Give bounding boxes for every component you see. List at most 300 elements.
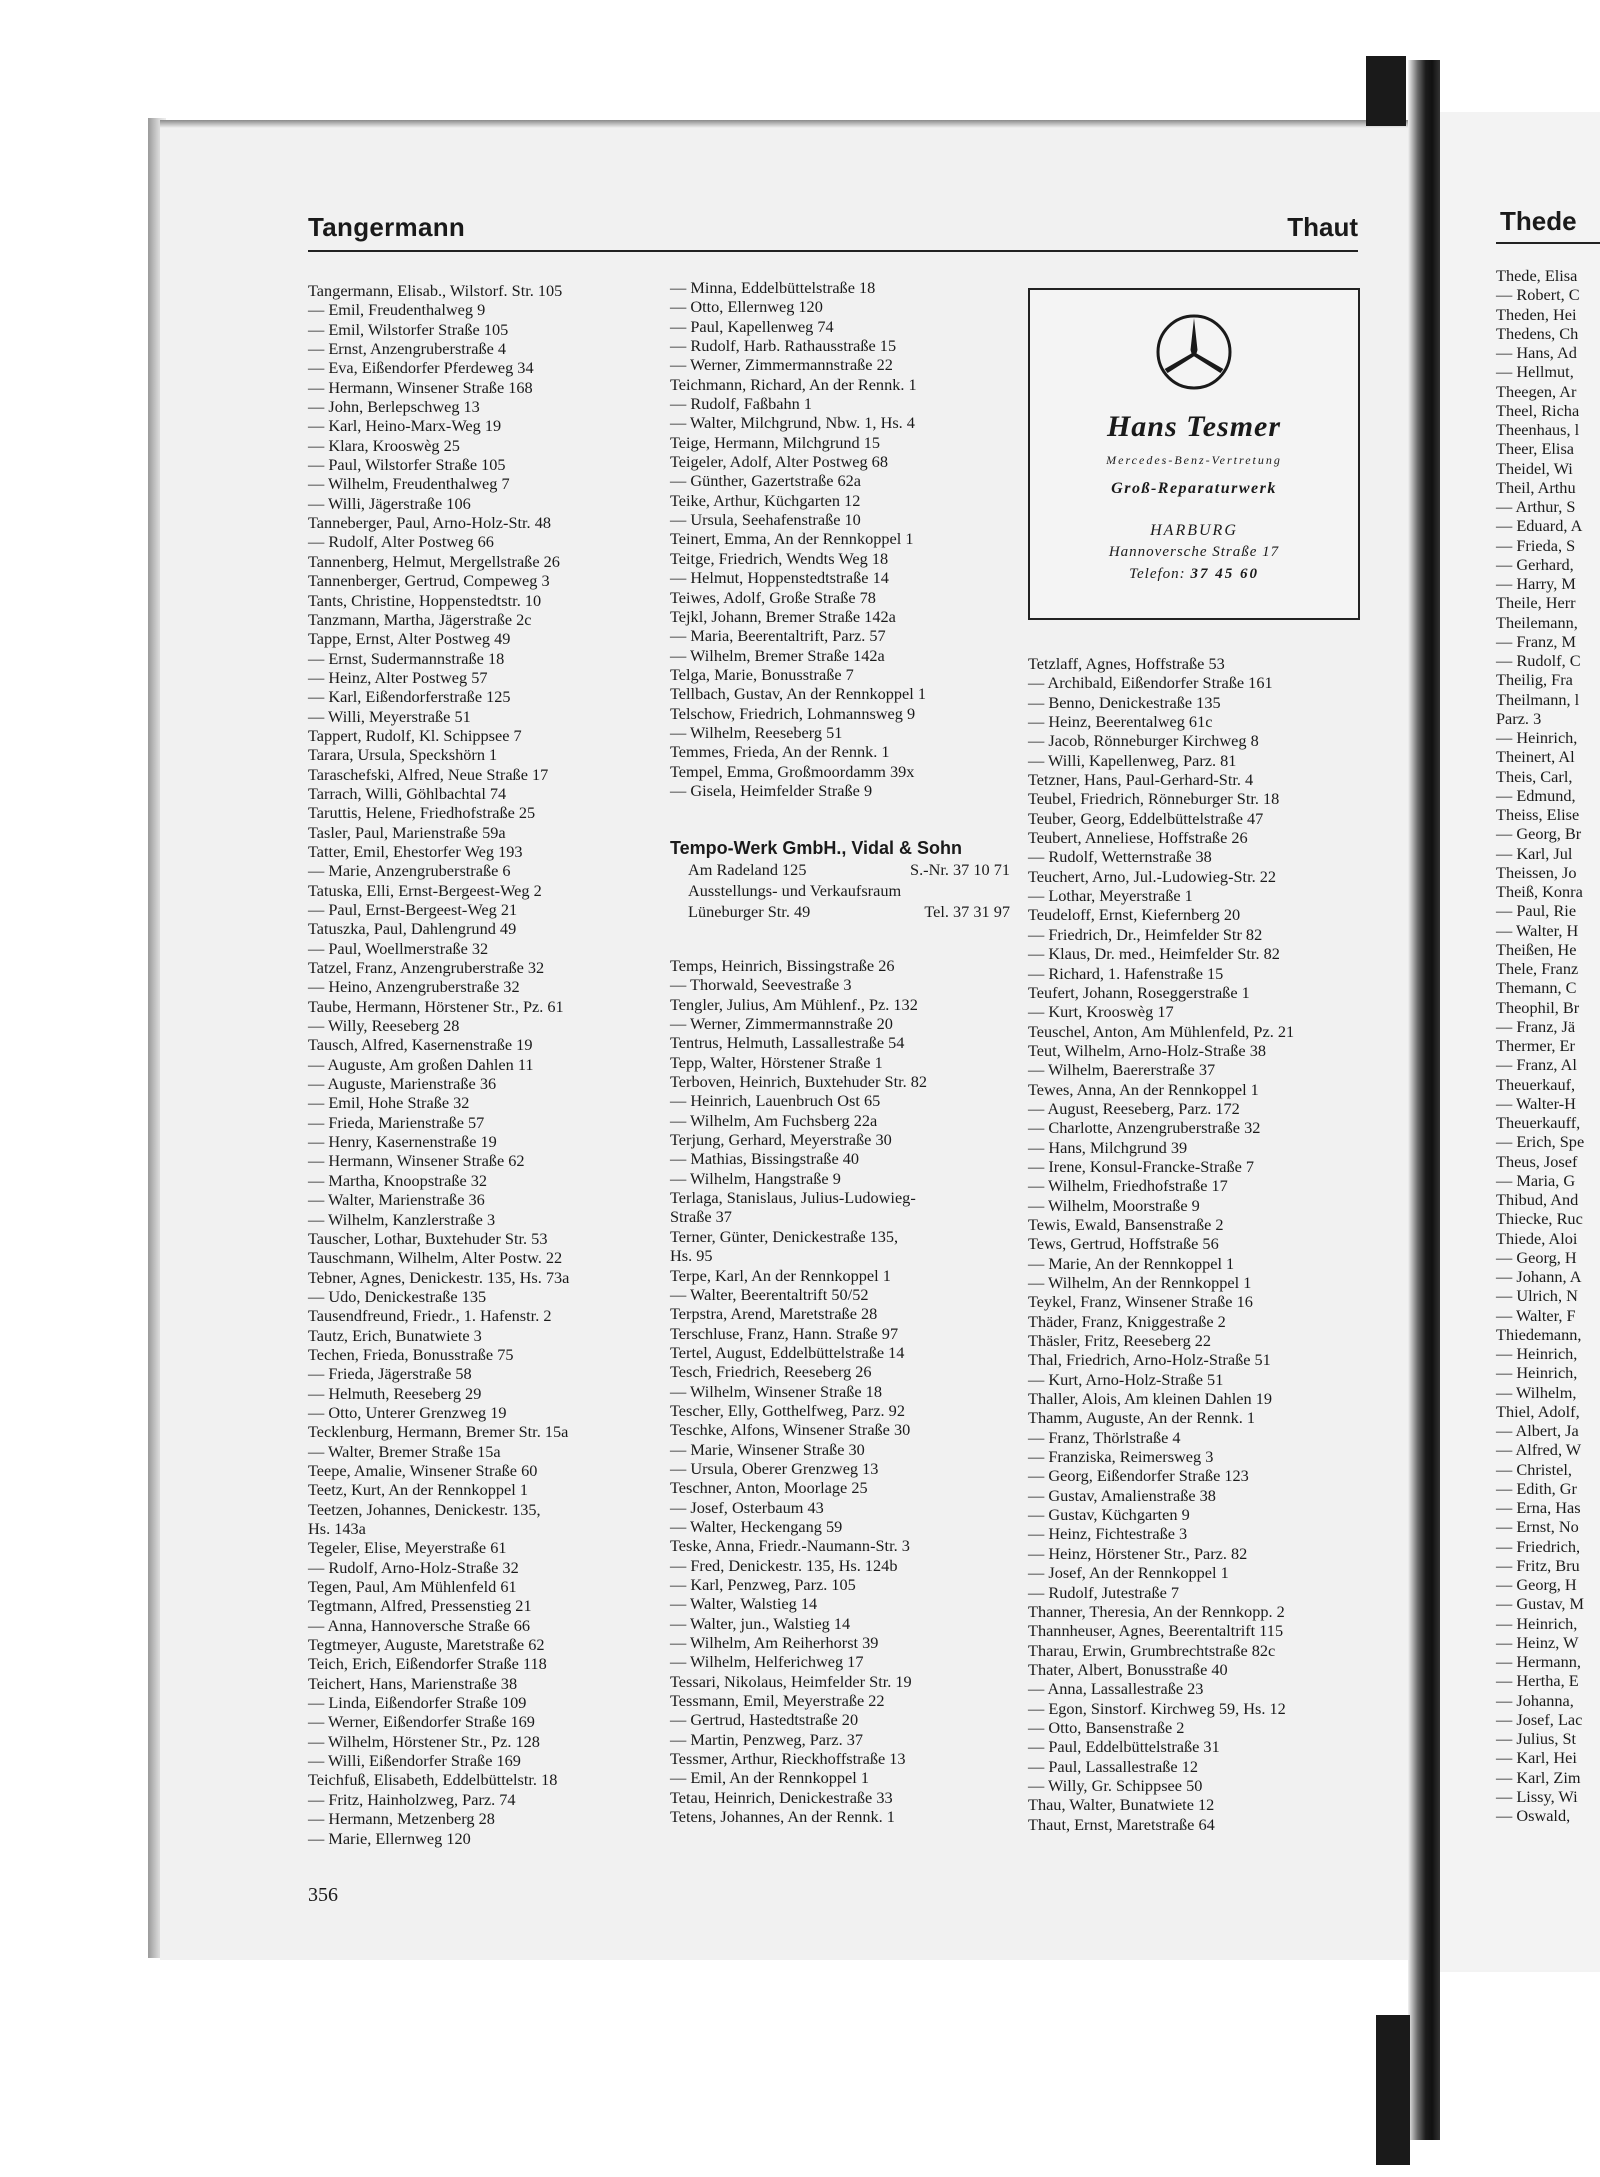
- directory-entry: — Heinrich, Lauenbruch Ost 65: [670, 1091, 881, 1111]
- directory-entry: — Rudolf, Harb. Rathausstraße 15: [670, 336, 897, 356]
- directory-entry: — Ernst, No: [1496, 1517, 1579, 1537]
- directory-entry: — Franz, M: [1496, 631, 1577, 651]
- header-rule-next-page: [1496, 242, 1600, 244]
- directory-entry: Tecklenburg, Hermann, Bremer Str. 15a: [308, 1422, 569, 1442]
- directory-entry: — Franz, Al: [1496, 1055, 1577, 1075]
- directory-entry: — Hellmut,: [1496, 362, 1574, 382]
- directory-entry: — Frieda, S: [1496, 535, 1576, 555]
- page-number: 356: [308, 1884, 338, 1906]
- directory-entry: Teufert, Johann, Roseggerstraße 1: [1028, 982, 1250, 1002]
- directory-entry: Theil, Arthu: [1496, 477, 1576, 497]
- directory-entry: — Hans, Milchgrund 39: [1028, 1137, 1188, 1157]
- directory-entry: Teichmann, Richard, An der Rennk. 1: [670, 374, 917, 394]
- directory-entry: — Rudolf, Jutestraße 7: [1028, 1582, 1180, 1602]
- directory-entry: — Jacob, Rönneburger Kirchweg 8: [1028, 731, 1259, 751]
- running-head-next-page: Thede: [1500, 206, 1577, 236]
- directory-entry: Thanner, Theresia, An der Rennkopp. 2: [1028, 1601, 1285, 1621]
- directory-entry: — Wilhelm, Bremer Straße 142a: [670, 645, 885, 665]
- directory-entry: — Heinrich,: [1496, 1344, 1578, 1363]
- directory-entry: — Karl, Eißendorferstraße 125: [308, 687, 511, 707]
- directory-entry: Telga, Marie, Bonusstraße 7: [670, 664, 854, 684]
- directory-entry: Theinert, Al: [1496, 747, 1575, 767]
- directory-entry: — Archibald, Eißendorfer Straße 161: [1028, 673, 1273, 693]
- directory-entry: — Heinz, W: [1496, 1632, 1579, 1652]
- directory-entry: — Auguste, Am großen Dahlen 11: [308, 1054, 534, 1074]
- directory-entry: Theus, Josef: [1496, 1151, 1578, 1171]
- directory-entry: Thermer, Er: [1496, 1036, 1575, 1055]
- directory-entry: Tewis, Ewald, Bansenstraße 2: [1028, 1214, 1224, 1234]
- directory-entry: Terpstra, Arend, Maretstraße 28: [670, 1304, 878, 1324]
- directory-entry: Thater, Albert, Bonusstraße 40: [1028, 1659, 1228, 1679]
- directory-entry: — Kurt, Krooswèg 17: [1028, 1002, 1174, 1022]
- directory-entry: — Klara, Krooswèg 25: [308, 435, 460, 455]
- directory-entry: — Hermann, Metzenberg 28: [308, 1809, 495, 1829]
- directory-entry: — Johanna,: [1496, 1690, 1574, 1710]
- directory-entry: Tessari, Nikolaus, Heimfelder Str. 19: [670, 1671, 912, 1691]
- directory-entry: — Walter, H: [1496, 920, 1579, 940]
- directory-entry: Tannenberg, Helmut, Mergellstraße 26: [308, 551, 560, 571]
- directory-entry: — Ursula, Oberer Grenzweg 13: [670, 1458, 879, 1478]
- directory-entry: — Irene, Konsul-Francke-Straße 7: [1028, 1156, 1255, 1176]
- directory-entry: — Egon, Sinstorf. Kirchweg 59, Hs. 12: [1028, 1698, 1286, 1718]
- directory-entry: Tappert, Rudolf, Kl. Schippsee 7: [308, 725, 522, 745]
- directory-entry: — Ernst, Sudermannstraße 18: [308, 648, 505, 668]
- ad-brand-name: Hans Tesmer: [1106, 410, 1282, 443]
- directory-entry: Theiß, Konra: [1496, 882, 1583, 901]
- directory-entry: — Wilhelm, Helferichweg 17: [670, 1652, 864, 1672]
- directory-entry: — Otto, Ellernweg 120: [670, 297, 823, 317]
- directory-entry: — Hertha, E: [1496, 1671, 1579, 1691]
- directory-entry: — Heinz, Alter Postweg 57: [308, 667, 488, 687]
- directory-entry: Teetz, Kurt, An der Rennkoppel 1: [308, 1480, 528, 1500]
- directory-entry: Tetens, Johannes, An der Rennk. 1: [670, 1807, 895, 1827]
- directory-entry: — Georg, Br: [1496, 824, 1582, 844]
- directory-entry: — Heinrich,: [1496, 728, 1578, 747]
- directory-entry: Tetzner, Hans, Paul-Gerhard-Str. 4: [1028, 770, 1254, 790]
- directory-entry: — Günther, Gazertstraße 62a: [670, 471, 862, 491]
- directory-entry: — Wilhelm, Moorstraße 9: [1028, 1195, 1200, 1215]
- directory-entry: Theissen, Jo: [1496, 862, 1577, 882]
- directory-entry: Tatuszka, Paul, Dahlengrund 49: [308, 919, 517, 939]
- directory-entry: Thäder, Franz, Kniggestraße 2: [1028, 1311, 1226, 1331]
- directory-entry: — Paul, Kapellenweg 74: [670, 316, 834, 336]
- directory-entry: Thiel, Adolf,: [1496, 1401, 1580, 1421]
- directory-entry: — Klaus, Dr. med., Heimfelder Str. 82: [1028, 944, 1280, 964]
- directory-entry: — Willy, Gr. Schippsee 50: [1028, 1775, 1203, 1795]
- directory-entry: Tauschmann, Wilhelm, Alter Postw. 22: [308, 1248, 563, 1268]
- directory-entry: — Paul, Woellmerstraße 32: [308, 938, 489, 958]
- directory-entry: Tellbach, Gustav, An der Rennkoppel 1: [670, 684, 926, 704]
- directory-entry: — Ursula, Seehafenstraße 10: [670, 510, 861, 530]
- directory-entry: — Emil, Hohe Straße 32: [308, 1093, 470, 1113]
- directory-entry: Teut, Wilhelm, Arno-Holz-Straße 38: [1028, 1040, 1267, 1060]
- directory-entry: — Edith, Gr: [1496, 1478, 1577, 1498]
- directory-entry: Tetzlaff, Agnes, Hoffstraße 53: [1028, 654, 1225, 673]
- directory-entry: Thau, Walter, Bunatwiete 12: [1028, 1795, 1215, 1815]
- directory-entry: Tebner, Agnes, Denickestr. 135, Hs. 73a: [308, 1267, 570, 1287]
- directory-entry: Tharau, Erwin, Grumbrechtstraße 82c: [1028, 1640, 1276, 1660]
- directory-entry: Teigeler, Adolf, Alter Postweg 68: [670, 452, 888, 472]
- directory-entry: — Georg, H: [1496, 1575, 1577, 1594]
- directory-entry: Theiss, Elise: [1496, 805, 1580, 824]
- directory-entry: Tesch, Friedrich, Reeseberg 26: [670, 1362, 872, 1382]
- directory-entry: — John, Berlepschweg 13: [308, 397, 480, 417]
- directory-entry: Terpe, Karl, An der Rennkoppel 1: [670, 1265, 891, 1285]
- directory-entry: Teinert, Emma, An der Rennkoppel 1: [670, 529, 914, 549]
- directory-entry: Tasler, Paul, Marienstraße 59a: [308, 822, 506, 842]
- directory-entry: Tatzel, Franz, Anzengruberstraße 32: [308, 958, 545, 978]
- directory-entry: Teykel, Franz, Winsener Straße 16: [1028, 1292, 1253, 1312]
- firm-advertisement: [670, 838, 1010, 922]
- directory-entry: Theidel, Wi: [1496, 458, 1573, 478]
- directory-entry: — Otto, Unterer Grenzweg 19: [308, 1402, 507, 1422]
- directory-entry: — Maria, Beerentaltrift, Parz. 57: [670, 626, 886, 646]
- ad-address: Hannoversche Straße 17: [1108, 544, 1280, 560]
- directory-entry: — Charlotte, Anzengruberstraße 32: [1028, 1118, 1261, 1138]
- ad-phone-label: Telefon:: [1129, 566, 1186, 582]
- directory-entry: — Alfred, W: [1496, 1440, 1582, 1460]
- directory-entry: — Willi, Eißendorfer Straße 169: [308, 1751, 521, 1771]
- directory-entry: Tewes, Anna, An der Rennkoppel 1: [1028, 1079, 1259, 1099]
- directory-entry: Theer, Elisa: [1496, 439, 1575, 459]
- directory-entry: — Werner, Zimmermannstraße 22: [670, 355, 893, 375]
- directory-entry: — Walter, Beerentaltrift 50/52: [670, 1284, 869, 1304]
- directory-entry: Thedens, Ch: [1496, 323, 1579, 343]
- directory-entry: — Marie, Winsener Straße 30: [670, 1439, 865, 1459]
- directory-entry: — Willi, Jägerstraße 106: [308, 493, 471, 513]
- directory-entry: Tentrus, Helmuth, Lassallestraße 54: [670, 1033, 905, 1053]
- directory-column-3: [1028, 654, 1294, 1834]
- directory-entry: Taube, Hermann, Hörstener Str., Pz. 61: [308, 996, 564, 1016]
- directory-entry: Tegen, Paul, Am Mühlenfeld 61: [308, 1577, 517, 1597]
- directory-entry: — Hermann, Winsener Straße 62: [308, 1151, 525, 1171]
- directory-entry: Terboven, Heinrich, Buxtehuder Str. 82: [670, 1072, 928, 1092]
- directory-entry: — Marie, An der Rennkoppel 1: [1028, 1253, 1235, 1273]
- directory-entry: Theilig, Fra: [1496, 670, 1573, 690]
- directory-entry: Tetau, Heinrich, Denickestraße 33: [670, 1787, 893, 1807]
- directory-entry: Tescher, Elly, Gotthelfweg, Parz. 92: [670, 1400, 905, 1420]
- directory-column-2-top: [670, 278, 926, 800]
- directory-entry: Teich, Erich, Eißendorfer Straße 118: [308, 1654, 547, 1674]
- directory-entry: Thäsler, Fritz, Reeseberg 22: [1028, 1331, 1212, 1351]
- directory-entry: — Heino, Anzengruberstraße 32: [308, 977, 520, 997]
- directory-entry: — Karl, Hei: [1496, 1748, 1577, 1768]
- directory-entry: — Gustav, M: [1496, 1594, 1585, 1614]
- directory-entry: — Hermann, Winsener Straße 168: [308, 377, 533, 397]
- directory-entry: Tejkl, Johann, Bremer Straße 142a: [670, 606, 896, 626]
- directory-entry: — Heinrich,: [1496, 1613, 1578, 1633]
- directory-entry: — Gisela, Heimfelder Straße 9: [670, 780, 873, 800]
- directory-entry: Thaut, Ernst, Maretstraße 64: [1028, 1814, 1215, 1834]
- directory-entry: Theden, Hei: [1496, 304, 1577, 324]
- directory-entry: Hs. 143a: [308, 1519, 366, 1538]
- directory-entry: — Maria, G: [1496, 1170, 1576, 1190]
- directory-entry: — Paul, Eddelbüttelstraße 31: [1028, 1737, 1220, 1757]
- directory-entry: — Eduard, A: [1496, 516, 1583, 536]
- directory-entry: Tessmann, Emil, Meyerstraße 22: [670, 1691, 885, 1711]
- directory-entry: — Christel,: [1496, 1459, 1572, 1479]
- directory-entry: Tanzmann, Martha, Jägerstraße 2c: [308, 609, 532, 629]
- directory-entry: Techen, Frieda, Bonusstraße 75: [308, 1344, 514, 1364]
- directory-entry: — Josef, Lac: [1496, 1709, 1583, 1729]
- directory-entry: — Wilhelm, Am Reiherhorst 39: [670, 1633, 879, 1653]
- directory-entry: Terschluse, Franz, Hann. Straße 97: [670, 1323, 899, 1343]
- directory-entry: Tausch, Alfred, Kasernenstraße 19: [308, 1035, 533, 1055]
- directory-entry: — Paul, Rie: [1496, 901, 1577, 921]
- directory-entry: Theegen, Ar: [1496, 381, 1577, 401]
- directory-entry: — Franz, Jä: [1496, 1016, 1576, 1036]
- directory-entry: Theophil, Br: [1496, 997, 1580, 1017]
- directory-entry: — Walter, Walstieg 14: [670, 1594, 818, 1614]
- directory-entry: — Linda, Eißendorfer Straße 109: [308, 1693, 527, 1713]
- directory-entry: Theißen, He: [1496, 939, 1577, 959]
- directory-entry: — Fritz, Hainholzweg, Parz. 74: [308, 1789, 516, 1809]
- directory-entry: — Rudolf, Faßbahn 1: [670, 394, 812, 414]
- firm-name: Tempo-Werk GmbH., Vidal & Sohn: [670, 838, 963, 858]
- directory-entry: Teubert, Anneliese, Hoffstraße 26: [1028, 828, 1248, 848]
- mercedes-star-logo: [1154, 312, 1234, 392]
- firm-phone-2: Tel. 37 31 97: [924, 902, 1010, 921]
- directory-entry: Tanneberger, Paul, Arno-Holz-Str. 48: [308, 513, 551, 533]
- directory-entry: Taruttis, Helene, Friedhofstraße 25: [308, 803, 536, 823]
- directory-entry: Teuber, Georg, Eddelbüttelstraße 47: [1028, 808, 1264, 828]
- directory-entry: — Robert, C: [1496, 285, 1580, 305]
- directory-entry: — Wilhelm, Am Fuchsberg 22a: [670, 1110, 878, 1130]
- directory-entry: Teepe, Amalie, Winsener Straße 60: [308, 1460, 538, 1480]
- directory-entry: — Walter, Milchgrund, Nbw. 1, Hs. 4: [670, 413, 915, 433]
- directory-entry: Theuerkauf,: [1496, 1074, 1576, 1094]
- directory-entry: Terner, Günter, Denickestraße 135,: [670, 1226, 899, 1246]
- directory-entry: — Paul, Ernst-Bergeest-Weg 21: [308, 900, 518, 919]
- directory-entry: — Paul, Wilstorfer Straße 105: [308, 455, 506, 475]
- directory-entry: — Josef, Osterbaum 43: [670, 1497, 824, 1517]
- directory-entry: Thamm, Auguste, An der Rennk. 1: [1028, 1408, 1256, 1428]
- directory-entry: — Walter, F: [1496, 1305, 1576, 1325]
- directory-column-1: [308, 281, 569, 1848]
- directory-entry: — Walter-H: [1496, 1093, 1576, 1113]
- firm-showroom-label: Ausstellungs- und Verkaufsraum: [688, 881, 902, 900]
- directory-entry: Thiede, Aloi: [1496, 1228, 1578, 1248]
- page-top-edge: [160, 120, 1422, 128]
- directory-entry: — Benno, Denickestraße 135: [1028, 692, 1221, 712]
- directory-entry: Hs. 95: [670, 1246, 713, 1266]
- directory-entry: Tangermann, Elisab., Wilstorf. Str. 105: [308, 281, 563, 300]
- directory-entry: — Heinz, Beerentalweg 61c: [1028, 712, 1213, 732]
- directory-entry: Tannenberger, Gertrud, Compeweg 3: [308, 571, 550, 591]
- directory-entry: — Friedrich,: [1496, 1536, 1581, 1556]
- directory-entry: — Rudolf, Arno-Holz-Straße 32: [308, 1557, 519, 1577]
- directory-entry: — Friedrich, Dr., Heimfelder Str 82: [1028, 924, 1263, 944]
- directory-entry: Thibud, And: [1496, 1190, 1579, 1209]
- directory-entry: — Wilhelm, Kanzlerstraße 3: [308, 1209, 496, 1229]
- directory-entry: — Josef, An der Rennkoppel 1: [1028, 1563, 1229, 1583]
- directory-entry: Teiwes, Adolf, Große Straße 78: [670, 587, 876, 607]
- directory-entry: Tarara, Ursula, Speckshörn 1: [308, 745, 498, 765]
- directory-entry: — Wilhelm, Winsener Straße 18: [670, 1381, 882, 1401]
- directory-entry: — Richard, 1. Hafenstraße 15: [1028, 963, 1224, 983]
- directory-entry: Teetzen, Johannes, Denickestr. 135,: [308, 1499, 541, 1519]
- directory-entry: Tengler, Julius, Am Mühlenf., Pz. 132: [670, 994, 918, 1014]
- book-gutter: [1408, 60, 1440, 2140]
- directory-entry: — Heinz, Fichtestraße 3: [1028, 1524, 1188, 1544]
- directory-entry: Tautz, Erich, Bunatwiete 3: [308, 1325, 482, 1345]
- directory-entry: — Julius, St: [1496, 1729, 1577, 1748]
- directory-entry: Theile, Herr: [1496, 593, 1576, 613]
- directory-entry: Thannheuser, Agnes, Beerentaltrift 115: [1028, 1621, 1284, 1641]
- directory-entry: Taraschefski, Alfred, Neue Straße 17: [308, 764, 549, 784]
- directory-entry: — Anna, Lassallestraße 23: [1028, 1679, 1204, 1699]
- directory-entry: — Marie, Anzengruberstraße 6: [308, 861, 511, 881]
- directory-entry: Tatuska, Elli, Ernst-Bergeest-Weg 2: [308, 880, 542, 900]
- running-head-right: Thaut: [1287, 212, 1358, 242]
- directory-entry: — Otto, Bansenstraße 2: [1028, 1717, 1185, 1737]
- ad-phone-number: 37 45 60: [1190, 566, 1259, 582]
- directory-entry: Teitge, Friedrich, Wendts Weg 18: [670, 548, 889, 568]
- directory-entry: — Fritz, Bru: [1496, 1555, 1580, 1575]
- book-spine-top: [1366, 56, 1406, 126]
- directory-entry: — Willi, Kapellenweg, Parz. 81: [1028, 750, 1237, 770]
- directory-entry: — Karl, Penzweg, Parz. 105: [670, 1575, 856, 1594]
- directory-entry: Teuschel, Anton, Am Mühlenfeld, Pz. 21: [1028, 1021, 1295, 1041]
- directory-entry: — Walter, Heckengang 59: [670, 1516, 843, 1536]
- firm-line: [670, 880, 1010, 901]
- directory-entry: Tegtmeyer, Auguste, Maretstraße 62: [308, 1635, 545, 1655]
- directory-entry: — Werner, Eißendorfer Straße 169: [308, 1712, 535, 1732]
- directory-entry: Teschke, Alfons, Winsener Straße 30: [670, 1420, 911, 1440]
- mercedes-advertisement: [1028, 288, 1360, 620]
- directory-entry: — Henry, Kasernenstraße 19: [308, 1132, 497, 1152]
- directory-entry: — Helmuth, Reeseberg 29: [308, 1383, 482, 1403]
- directory-entry: Terjung, Gerhard, Meyerstraße 30: [670, 1130, 892, 1150]
- directory-entry: — Frieda, Jägerstraße 58: [308, 1364, 472, 1384]
- directory-entry: — Franz, Thörlstraße 4: [1028, 1427, 1181, 1447]
- next-page-column: [1496, 266, 1584, 1825]
- directory-entry: — Werner, Zimmermannstraße 20: [670, 1014, 893, 1034]
- directory-entry: — Martin, Penzweg, Parz. 37: [670, 1729, 864, 1749]
- directory-entry: Theilemann,: [1496, 612, 1578, 632]
- directory-entry: Tants, Christine, Hoppenstedtstr. 10: [308, 590, 542, 610]
- directory-entry: Tarrach, Willi, Göhlbachtal 74: [308, 783, 507, 803]
- directory-entry: — Johann, A: [1496, 1267, 1582, 1286]
- directory-entry: Teige, Hermann, Milchgrund 15: [670, 432, 881, 452]
- directory-entry: — Mathias, Bissingstraße 40: [670, 1149, 860, 1169]
- directory-entry: — Wilhelm, Hangstraße 9: [670, 1168, 841, 1188]
- directory-entry: — Wilhelm, Baererstraße 37: [1028, 1060, 1216, 1080]
- directory-entry: Teuchert, Arno, Jul.-Ludowieg-Str. 22: [1028, 866, 1277, 886]
- directory-entry: — Rudolf, C: [1496, 651, 1581, 670]
- directory-entry: Thaller, Alois, Am kleinen Dahlen 19: [1028, 1389, 1272, 1409]
- directory-entry: — Lothar, Meyerstraße 1: [1028, 886, 1193, 906]
- directory-entry: — Ernst, Anzengruberstraße 4: [308, 339, 507, 359]
- directory-entry: — Erich, Spe: [1496, 1132, 1585, 1152]
- directory-entry: Teske, Anna, Friedr.-Naumann-Str. 3: [670, 1536, 910, 1556]
- directory-entry: — Hermann,: [1496, 1652, 1581, 1671]
- directory-entry: — Kurt, Arno-Holz-Straße 51: [1028, 1369, 1224, 1389]
- directory-entry: — Udo, Denickestraße 135: [308, 1286, 487, 1306]
- directory-entry: — Willi, Meyerstraße 51: [308, 706, 471, 726]
- directory-entry: — Martha, Knoopstraße 32: [308, 1170, 488, 1190]
- directory-entry: Theenhaus, l: [1496, 420, 1580, 439]
- directory-entry: — Rudolf, Alter Postweg 66: [308, 532, 494, 552]
- directory-entry: — Albert, Ja: [1496, 1421, 1579, 1440]
- firm-address: Am Radeland 125: [688, 860, 807, 879]
- directory-entry: Telschow, Friedrich, Lohmannsweg 9: [670, 703, 916, 723]
- directory-entry: Tegeler, Elise, Meyerstraße 61: [308, 1538, 507, 1558]
- directory-entry: Tews, Gertrud, Hoffstraße 56: [1028, 1234, 1219, 1254]
- directory-column-2-bottom: [670, 956, 927, 1826]
- directory-entry: — Harry, M: [1496, 574, 1576, 593]
- ad-phone: [1030, 566, 1358, 583]
- firm-phone-1: S.-Nr. 37 10 71: [910, 860, 1010, 879]
- directory-entry: — Auguste, Marienstraße 36: [308, 1074, 497, 1094]
- directory-entry: — Karl, Heino-Marx-Weg 19: [308, 416, 502, 436]
- directory-entry: Teichert, Hans, Marienstraße 38: [308, 1673, 518, 1693]
- directory-entry: — Gustav, Amalienstraße 38: [1028, 1485, 1216, 1505]
- firm-line: [670, 859, 1010, 880]
- directory-entry: — Georg, Eißendorfer Straße 123: [1028, 1466, 1249, 1486]
- directory-entry: Theel, Richa: [1496, 400, 1580, 420]
- directory-entry: Theilmann, l: [1496, 689, 1580, 709]
- directory-entry: — Oswald,: [1496, 1806, 1571, 1825]
- directory-entry: Tausendfreund, Friedr., 1. Hafenstr. 2: [308, 1306, 552, 1326]
- directory-entry: — Emil, Wilstorfer Straße 105: [308, 319, 509, 339]
- directory-entry: Tegtmann, Alfred, Pressenstieg 21: [308, 1596, 532, 1616]
- book-spine-bottom: [1376, 2015, 1410, 2165]
- directory-entry: — Wilhelm, An der Rennkoppel 1: [1028, 1273, 1252, 1292]
- directory-entry: — Wilhelm, Reeseberg 51: [670, 722, 843, 742]
- directory-entry: Thiecke, Ruc: [1496, 1209, 1583, 1229]
- directory-entry: — Emil, Freudenthalweg 9: [308, 300, 486, 320]
- directory-entry: — Heinrich,: [1496, 1363, 1578, 1383]
- directory-entry: — Fred, Denickestr. 135, Hs. 124b: [670, 1555, 898, 1575]
- running-head-left: Tangermann: [308, 212, 466, 242]
- directory-entry: — Paul, Lassallestraße 12: [1028, 1756, 1199, 1776]
- directory-entry: — Eva, Eißendorfer Pferdeweg 34: [308, 358, 534, 378]
- directory-entry: Theis, Carl,: [1496, 766, 1573, 786]
- directory-entry: — Arthur, S: [1496, 497, 1576, 516]
- ad-subtitle: Mercedes-Benz-Vertretung: [1106, 453, 1282, 467]
- directory-entry: Straße 37: [670, 1207, 732, 1227]
- directory-entry: Teichfuß, Elisabeth, Eddelbüttelstr. 18: [308, 1770, 558, 1790]
- directory-entry: — Wilhelm,: [1496, 1382, 1577, 1402]
- directory-entry: Tatter, Emil, Ehestorfer Weg 193: [308, 841, 523, 861]
- directory-entry: Thal, Friedrich, Arno-Holz-Straße 51: [1028, 1350, 1271, 1370]
- directory-entry: — Wilhelm, Friedhofstraße 17: [1028, 1176, 1228, 1196]
- directory-entry: Thiedemann,: [1496, 1324, 1582, 1344]
- firm-showroom-address: Lüneburger Str. 49: [688, 902, 811, 921]
- directory-entry: — Anna, Hannoversche Straße 66: [308, 1615, 530, 1635]
- directory-entry: — Lissy, Wi: [1496, 1786, 1578, 1806]
- directory-entry: — Erna, Has: [1496, 1498, 1581, 1517]
- directory-entry: — Thorwald, Seevestraße 3: [670, 975, 852, 995]
- directory-entry: — August, Reeseberg, Parz. 172: [1028, 1098, 1240, 1118]
- directory-entry: — Gerhard,: [1496, 554, 1574, 574]
- directory-entry: Tepp, Walter, Hörstener Straße 1: [670, 1052, 883, 1072]
- directory-entry: — Karl, Zim: [1496, 1767, 1581, 1787]
- directory-entry: — Georg, H: [1496, 1247, 1577, 1267]
- ad-service: Groß-Reparaturwerk: [1111, 480, 1277, 497]
- directory-entry: Terlaga, Stanislaus, Julius-Ludowieg-: [670, 1188, 916, 1208]
- directory-entry: Teudeloff, Ernst, Kiefernberg 20: [1028, 905, 1241, 925]
- directory-entry: Teike, Arthur, Küchgarten 12: [670, 490, 861, 510]
- directory-entry: — Wilhelm, Hörstener Str., Pz. 128: [308, 1731, 540, 1751]
- directory-entry: — Franziska, Reimersweg 3: [1028, 1447, 1214, 1467]
- directory-entry: Teschner, Anton, Moorlage 25: [670, 1478, 868, 1498]
- firm-line: [670, 901, 1010, 922]
- directory-entry: — Gertrud, Hastedtstraße 20: [670, 1710, 859, 1730]
- directory-entry: Temmes, Frieda, An der Rennk. 1: [670, 742, 890, 762]
- directory-entry: — Wilhelm, Freudenthalweg 7: [308, 474, 510, 494]
